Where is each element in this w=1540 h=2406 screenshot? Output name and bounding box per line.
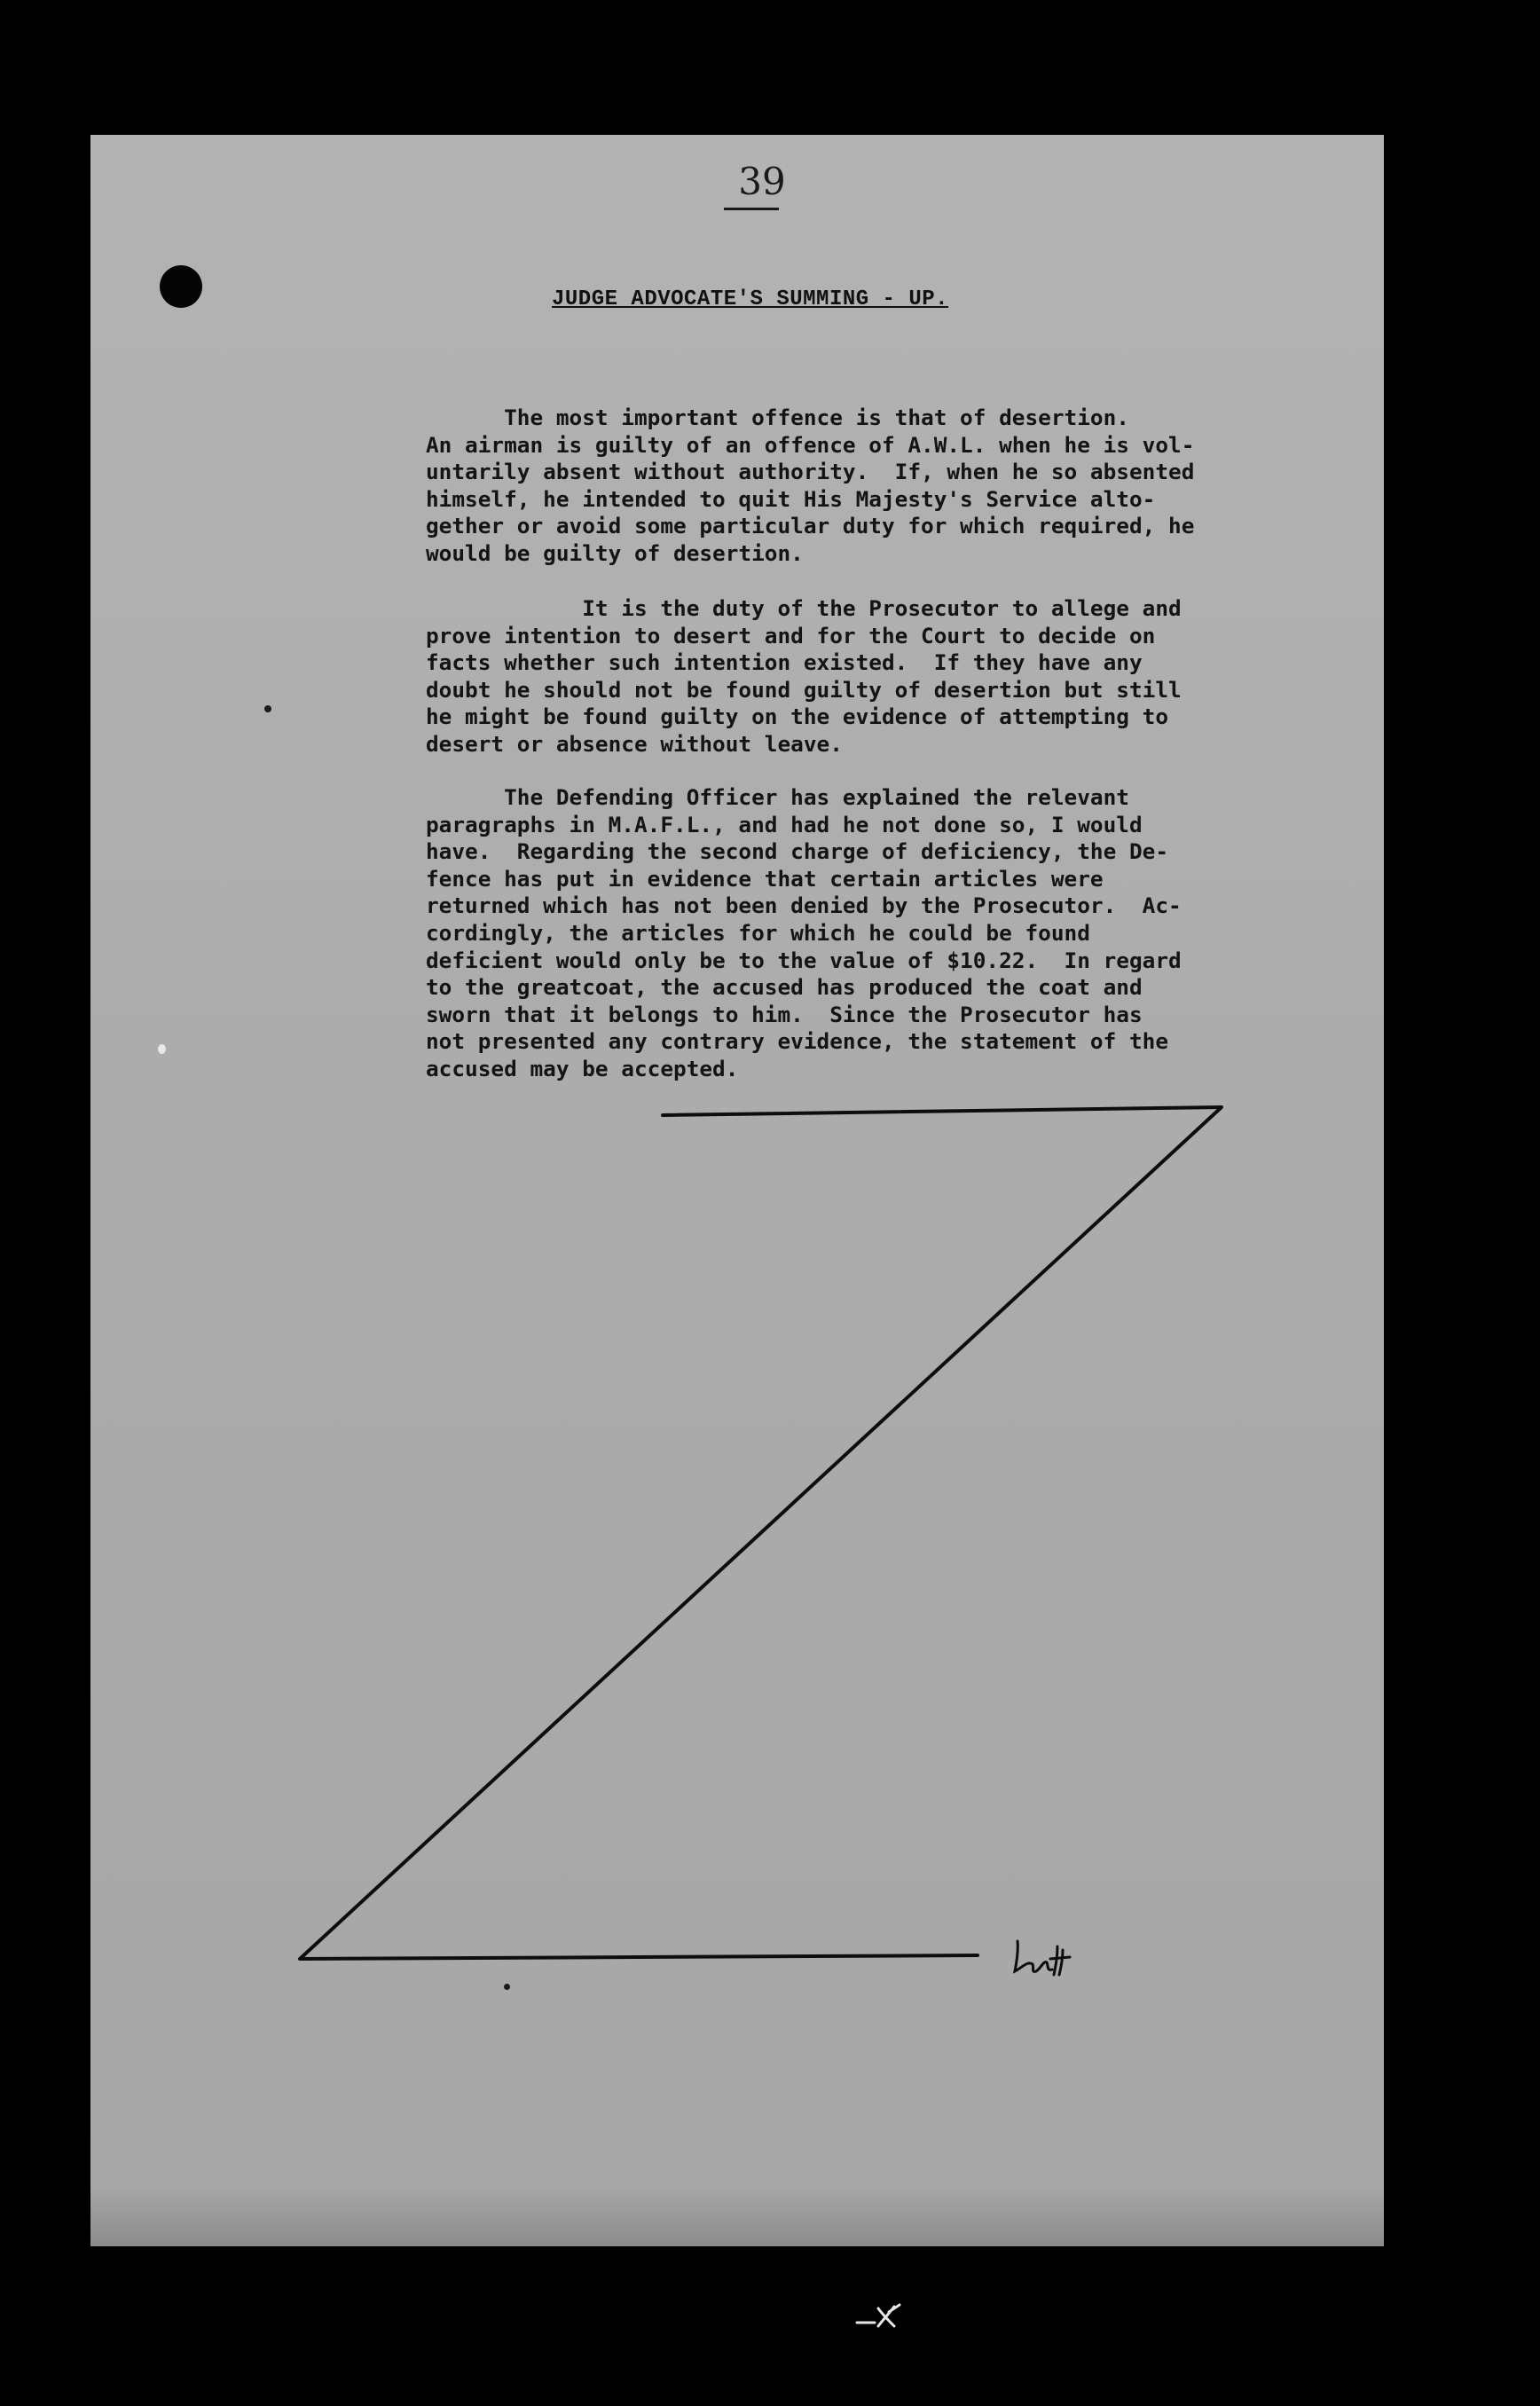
page-bottom-edge	[90, 2184, 1384, 2246]
paper-speck	[264, 705, 271, 712]
z-cancellation-mark	[90, 135, 1384, 2246]
paragraph-desertion-definition: The most important offence is that of desertion. An airman is guilty of an offence of A.W.L. when he is vol- untarily absent without authority. If, when he so absented himself, he intended to quit His Majesty's Service alto- gether or avoid some particular duty for which required, he would be guilty of desertion.	[426, 405, 1195, 566]
paper-speck	[158, 1044, 166, 1054]
document-page	[90, 135, 1384, 2246]
paragraph-defence-deficiency: The Defending Officer has explained the relevant paragraphs in M.A.F.L., and had he not done so, I would have. Regarding the second charge of deficiency, the De- fence has put in evidence that certain articles were returned which has not been denied by the Prosecutor. Ac- cordingly, the articles for which he could be found deficient would only be to the value of $10.22. In regard to the greatcoat, the accused has produced the coat and sworn that it belongs to him. Since the Prosecutor has not presented any contrary evidence, the statement of the accused may be accepted.	[426, 784, 1182, 1081]
folio-number: 39	[738, 160, 786, 203]
handwritten-initials	[1015, 1941, 1070, 1975]
paper-speck	[504, 1984, 510, 1990]
document-heading: JUDGE ADVOCATE'S SUMMING - UP.	[552, 287, 949, 311]
scan-edge-mark	[853, 2296, 915, 2331]
paragraph-prosecutor-duty: It is the duty of the Prosecutor to allege and prove intention to desert and for the Court to decide on facts whether such intention existed. If they have any doubt he should not be found guilty of desertion but still he might be found guilty on the evidence of attempting to desert or absence without leave.	[426, 595, 1182, 757]
